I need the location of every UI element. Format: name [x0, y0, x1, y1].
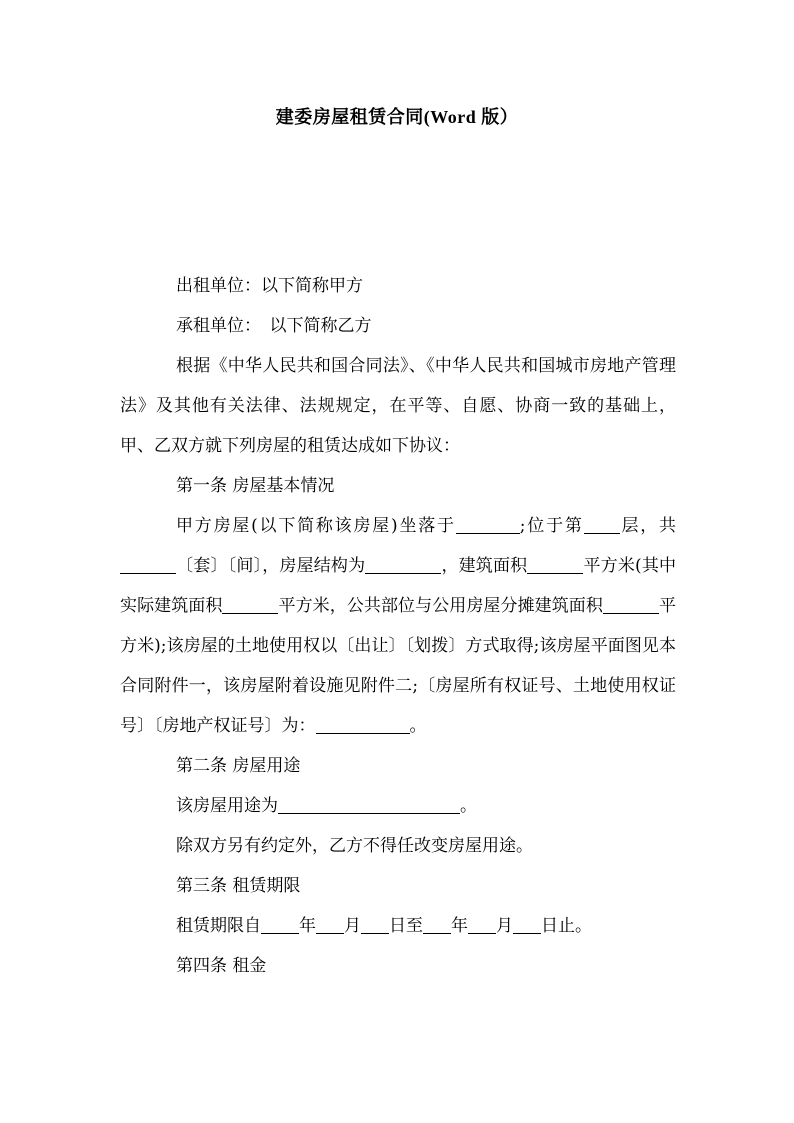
location-blank [456, 516, 520, 534]
actual-area-blank [222, 596, 278, 614]
article-1-text-7: 平方米，公共部位与公用房屋分摊建筑面积 [278, 596, 603, 616]
building-area-blank [527, 556, 583, 574]
article-1-text-2: ;位于第 [519, 516, 584, 536]
article-1-text-9: 。 [409, 716, 427, 736]
document-title: 建委房屋租赁合同(Word 版） [275, 107, 519, 127]
start-month-blank [316, 916, 344, 934]
article-1-heading: 第一条 房屋基本情况 [176, 476, 335, 496]
article-1-text-4: 〔套〕〔间〕，房屋结构为 [176, 556, 366, 576]
article-3-text-1: 租赁期限自 [176, 916, 261, 936]
article-3-text-6: 月 [496, 916, 513, 936]
article-3-text-7: 日止。 [541, 916, 592, 936]
article-1-text-5: ，建筑面积 [441, 556, 528, 576]
article-3-text-5: 年 [451, 916, 468, 936]
article-1-text-3: 层，共 [619, 516, 677, 536]
lessor-line: 出租单位：以下简称甲方 [176, 276, 363, 296]
article-1-paragraph [120, 506, 676, 746]
end-day-blank [513, 916, 541, 934]
end-month-blank [468, 916, 496, 934]
floor-blank [584, 516, 620, 534]
article-2-paragraph-2: 除双方另有约定外，乙方不得任改变房屋用途。 [176, 836, 533, 856]
article-2-text-1: 该房屋用途为 [176, 796, 278, 816]
document-body [120, 266, 676, 986]
article-1-text-6: 平方米(其中实际建筑面积 [120, 556, 677, 616]
article-2-text-2: 。 [460, 796, 477, 816]
article-3-text-2: 年 [299, 916, 316, 936]
article-1-text-8: 平方米);该房屋的土地使用权以〔出让〕〔划拨〕方式取得;该房屋平面图见本合同附件一，该房屋附着设施见附件二;〔房屋所有权证号、土地使用权证号〕〔房地产权证号〕为： [120, 596, 677, 736]
article-1-text-1: 甲方房屋(以下简称该房屋)坐落于 [176, 516, 456, 536]
end-year-blank [423, 916, 451, 934]
structure-blank [365, 556, 441, 574]
total-floors-blank [120, 556, 176, 574]
article-3-heading: 第三条 租赁期限 [176, 876, 301, 896]
start-year-blank [261, 916, 299, 934]
start-day-blank [361, 916, 389, 934]
article-3-text-3: 月 [344, 916, 361, 936]
certificate-number-blank [316, 716, 410, 734]
article-2-heading: 第二条 房屋用途 [176, 756, 301, 776]
usage-blank [278, 796, 460, 814]
article-3-text-4: 日至 [389, 916, 423, 936]
preamble-paragraph: 根据《中华人民共和国合同法》、《中华人民共和国城市房地产管理法》及其他有关法律、法规规定，在平等、自愿、协商一致的基础上，甲、乙双方就下列房屋的租赁达成如下协议： [120, 356, 676, 456]
article-2-paragraph-1 [120, 786, 676, 826]
shared-area-blank [603, 596, 659, 614]
lessee-line: 承租单位： 以下简称乙方 [176, 316, 372, 336]
article-4-heading: 第四条 租金 [176, 956, 267, 976]
article-3-paragraph [120, 906, 676, 946]
